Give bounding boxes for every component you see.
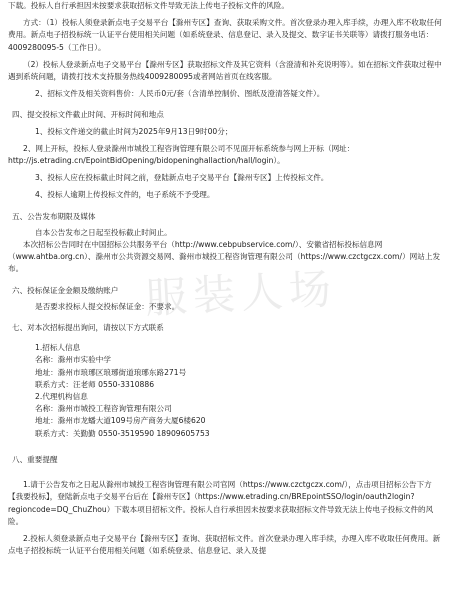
publish-media: 本次招标公告同时在中国招标公共服务平台（http://www.cebpubservice.com/）、安徽省招标投标信息网（www.ahtba.org.cn）、滁州市公共资源交易网、滁州市城投工程咨询管理有限公司（https://www.czctgczx.com/）网站上发布。 — [8, 240, 441, 274]
late-upload-item: 4、投标人逾期上传投标文件的，电子系统不予受理。 — [35, 190, 215, 200]
tenderer-address: 地址：滁州市琅琊区琅琊街道琅琊东路271号 — [35, 367, 187, 377]
agency-heading: 2.代理机构信息 — [35, 392, 88, 402]
reminder-2: 2.投标人须登录新点电子交易平台【滁州专区】查询、获取招标文件。首次登录办理入库手续，办理入库不收取任何费用。新点电子招投标统一认证平台使用相关问题（如系统登录、信息登记、录入及提 — [8, 533, 441, 556]
bid-bond-requirement: 是否要求投标人提交投标保证金：不要求。 — [35, 301, 180, 311]
reminder-1: 1.请于公告发布之日起从滁州市城投工程咨询管理有限公司官网（https://www.czctgczx.com/），点击项目招标公告下方【我要投标】，登陆新点电子交易平台后在【滁州专区】（https://www.etrading.cn/BREpointSSO/login/oauth2login?regioncode=DQ_ChuZhou）下载本项目招标文件。投标人自行承担因未按要求获取招标文件导致无法上传电子投标文件的风险。 — [8, 480, 434, 526]
agency-contact: 联系方式：关勤勤 0550-3519590 18909605753 — [35, 428, 210, 438]
section-7-heading: 七、对本次招标提出询问，请按以下方式联系 — [12, 323, 164, 333]
deadline-item: 1、投标文件递交的截止时间为2025年9月13日9时00分； — [35, 126, 233, 136]
upload-item: 3、投标人应在投标截止时间之前，登陆新点电子交易平台【滁州专区】上传投标文件。 — [35, 173, 329, 183]
agency-address: 地址：滁州市龙蟠大道109号房产商务大厦6楼620 — [35, 416, 206, 426]
agency-name: 名称：滁州市城投工程咨询管理有限公司 — [35, 404, 172, 414]
tenderer-contact: 联系方式：汪老师 0550-3310886 — [35, 379, 155, 389]
section-4-heading: 四、提交投标文件截止时间、开标时间和地点 — [12, 110, 164, 120]
publish-period: 自本公告发布之日起至投标截止时间止。 — [35, 227, 172, 237]
watermark-logo: 服装人场 — [143, 264, 339, 323]
paragraph-obtain-method-1: 方式：（1）投标人须登录新点电子交易平台【滁州专区】查询、获取采购文件。首次登录办理入库手续，办理入库不收取任何费用。新点电子招投标统一认证平台使用相关问题（如系统登录、信息登记、录入及提交、数字证书关联等）请拨打服务电话：4009280095-5（工作日）。 — [8, 18, 442, 52]
section-8-heading: 八、重要提醒 — [12, 454, 58, 464]
paragraph-document-price: 2、招标文件及相关资料售价：人民币0元/套（含清单控制价、图纸及澄清答疑文件）。 — [35, 89, 325, 99]
tenderer-name: 名称：滁州市实验中学 — [35, 355, 111, 365]
paragraph-obtain-method-2: （2）投标人登录新点电子交易平台【滁州专区】获取招标文件及其它资料（含澄清和补充说明等）。如在招标文件获取过程中遇到系统问题，请拨打技术支持服务热线4009280095或者网站首页在线客服。 — [8, 59, 442, 82]
text-line-download: 下载。投标人自行承担因未按要求获取招标文件导致无法上传电子投标文件的风险。 — [8, 1, 289, 10]
section-5-heading: 五、公告发布期限及媒体 — [12, 211, 96, 221]
tenderer-heading: 1.招标人信息 — [35, 343, 81, 353]
online-opening-item: 2、网上开标，投标人登录滁州市城投工程咨询管理有限公司不见面开标系统参与网上开标（网址：http://js.etrading.cn/EpointBidOpening/bidopeninghallaction/hall/login）。 — [8, 143, 355, 166]
section-6-heading: 六、投标保证金金额及缴纳账户 — [12, 285, 119, 295]
